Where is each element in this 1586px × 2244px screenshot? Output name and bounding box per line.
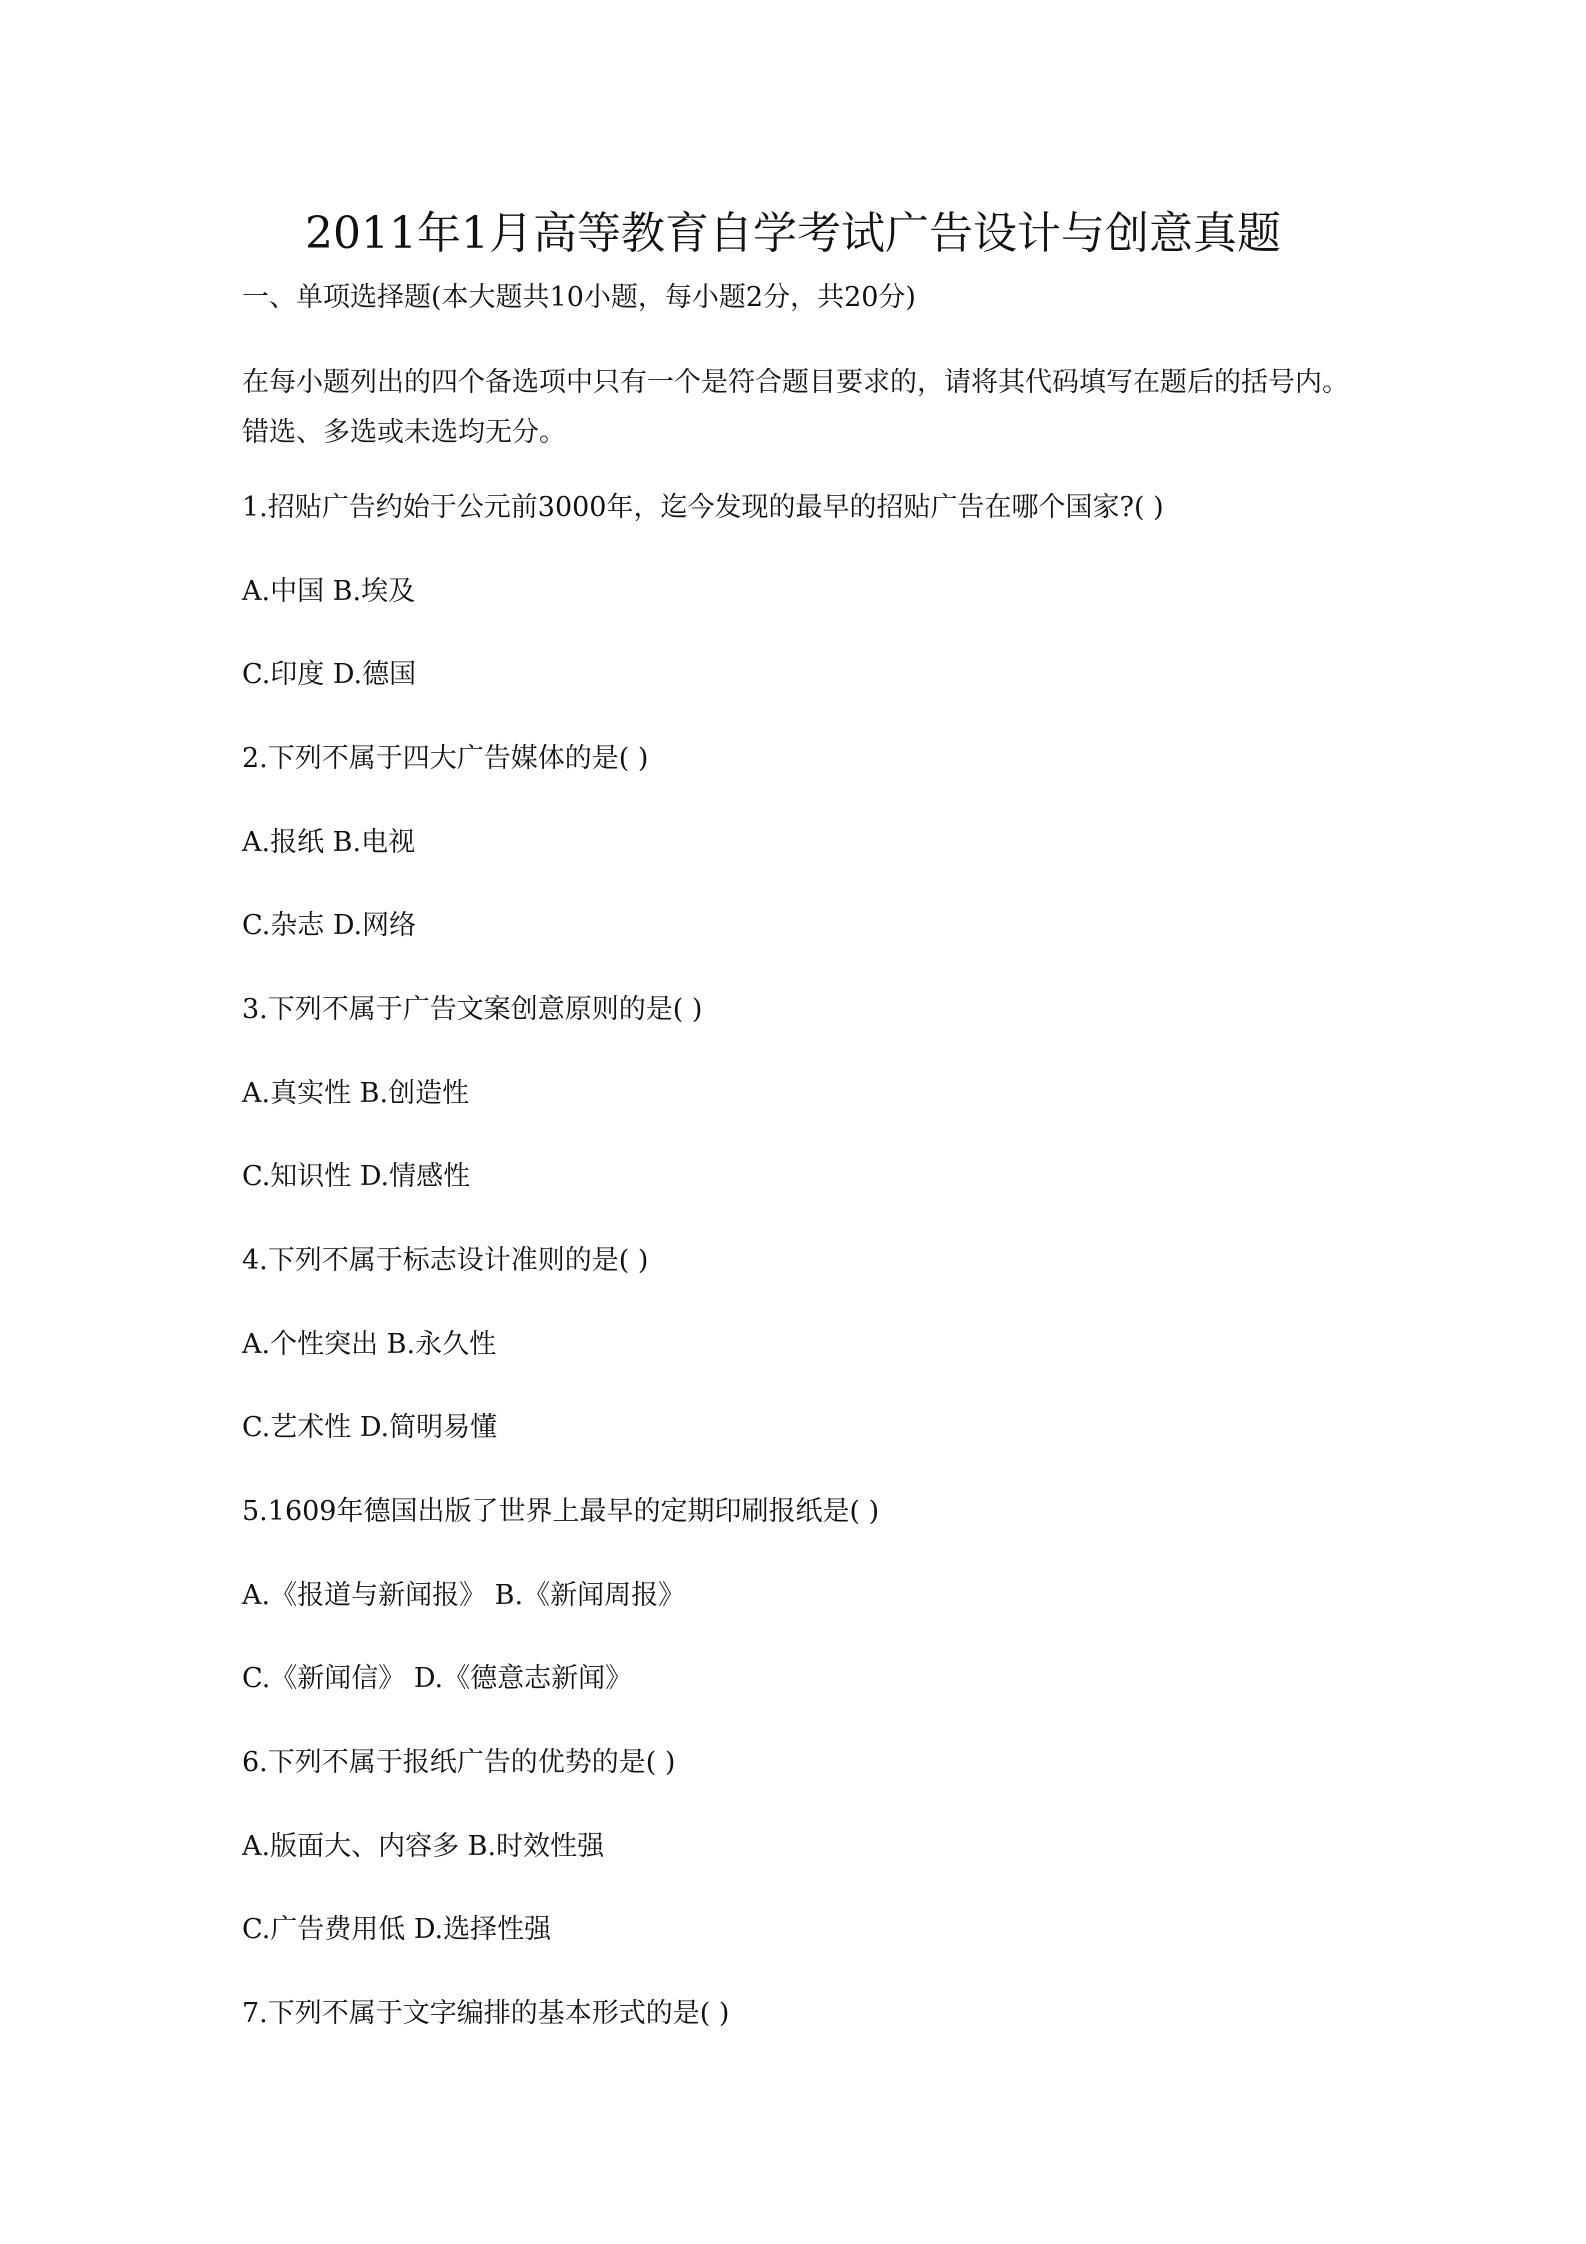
question-4-options-cd: C.艺术性 D.简明易懂 [242,1412,498,1443]
question-1: 1.招贴广告约始于公元前3000年，迄今发现的最早的招贴广告在哪个国家?( ) [242,492,1164,523]
question-7: 7.下列不属于文字编排的基本形式的是( ) [242,1998,730,2029]
question-4: 4.下列不属于标志设计准则的是( ) [242,1245,649,1276]
question-2-options-ab: A.报纸 B.电视 [242,827,416,858]
question-3: 3.下列不属于广告文案创意原则的是( ) [242,994,703,1025]
question-3-options-cd: C.知识性 D.情感性 [242,1161,471,1192]
question-3-options-ab: A.真实性 B.创造性 [242,1078,470,1109]
question-5: 5.1609年德国出版了世界上最早的定期印刷报纸是( ) [242,1496,880,1527]
instructions-paragraph: 在每小题列出的四个备选项中只有一个是符合题目要求的，请将其代码填写在题后的括号内。错选、多选或未选均无分。 [242,367,1349,448]
question-1-options-ab: A.中国 B.埃及 [242,576,416,607]
question-5-options-cd: C.《新闻信》 D.《德意志新闻》 [242,1663,633,1694]
question-6-options-cd: C.广告费用低 D.选择性强 [242,1914,552,1945]
question-2: 2.下列不属于四大广告媒体的是( ) [242,743,649,774]
question-2-options-cd: C.杂志 D.网络 [242,910,417,941]
section-heading: 一、单项选择题(本大题共10小题，每小题2分，共20分) [242,282,916,313]
question-6-options-ab: A.版面大、内容多 B.时效性强 [242,1831,605,1862]
question-4-options-ab: A.个性突出 B.永久性 [242,1329,497,1360]
question-5-options-ab: A.《报道与新闻报》 B.《新闻周报》 [242,1580,686,1611]
document-title: 2011年1月高等教育自学考试广告设计与创意真题 [305,208,1281,259]
question-1-options-cd: C.印度 D.德国 [242,659,417,690]
question-6: 6.下列不属于报纸广告的优势的是( ) [242,1747,676,1778]
